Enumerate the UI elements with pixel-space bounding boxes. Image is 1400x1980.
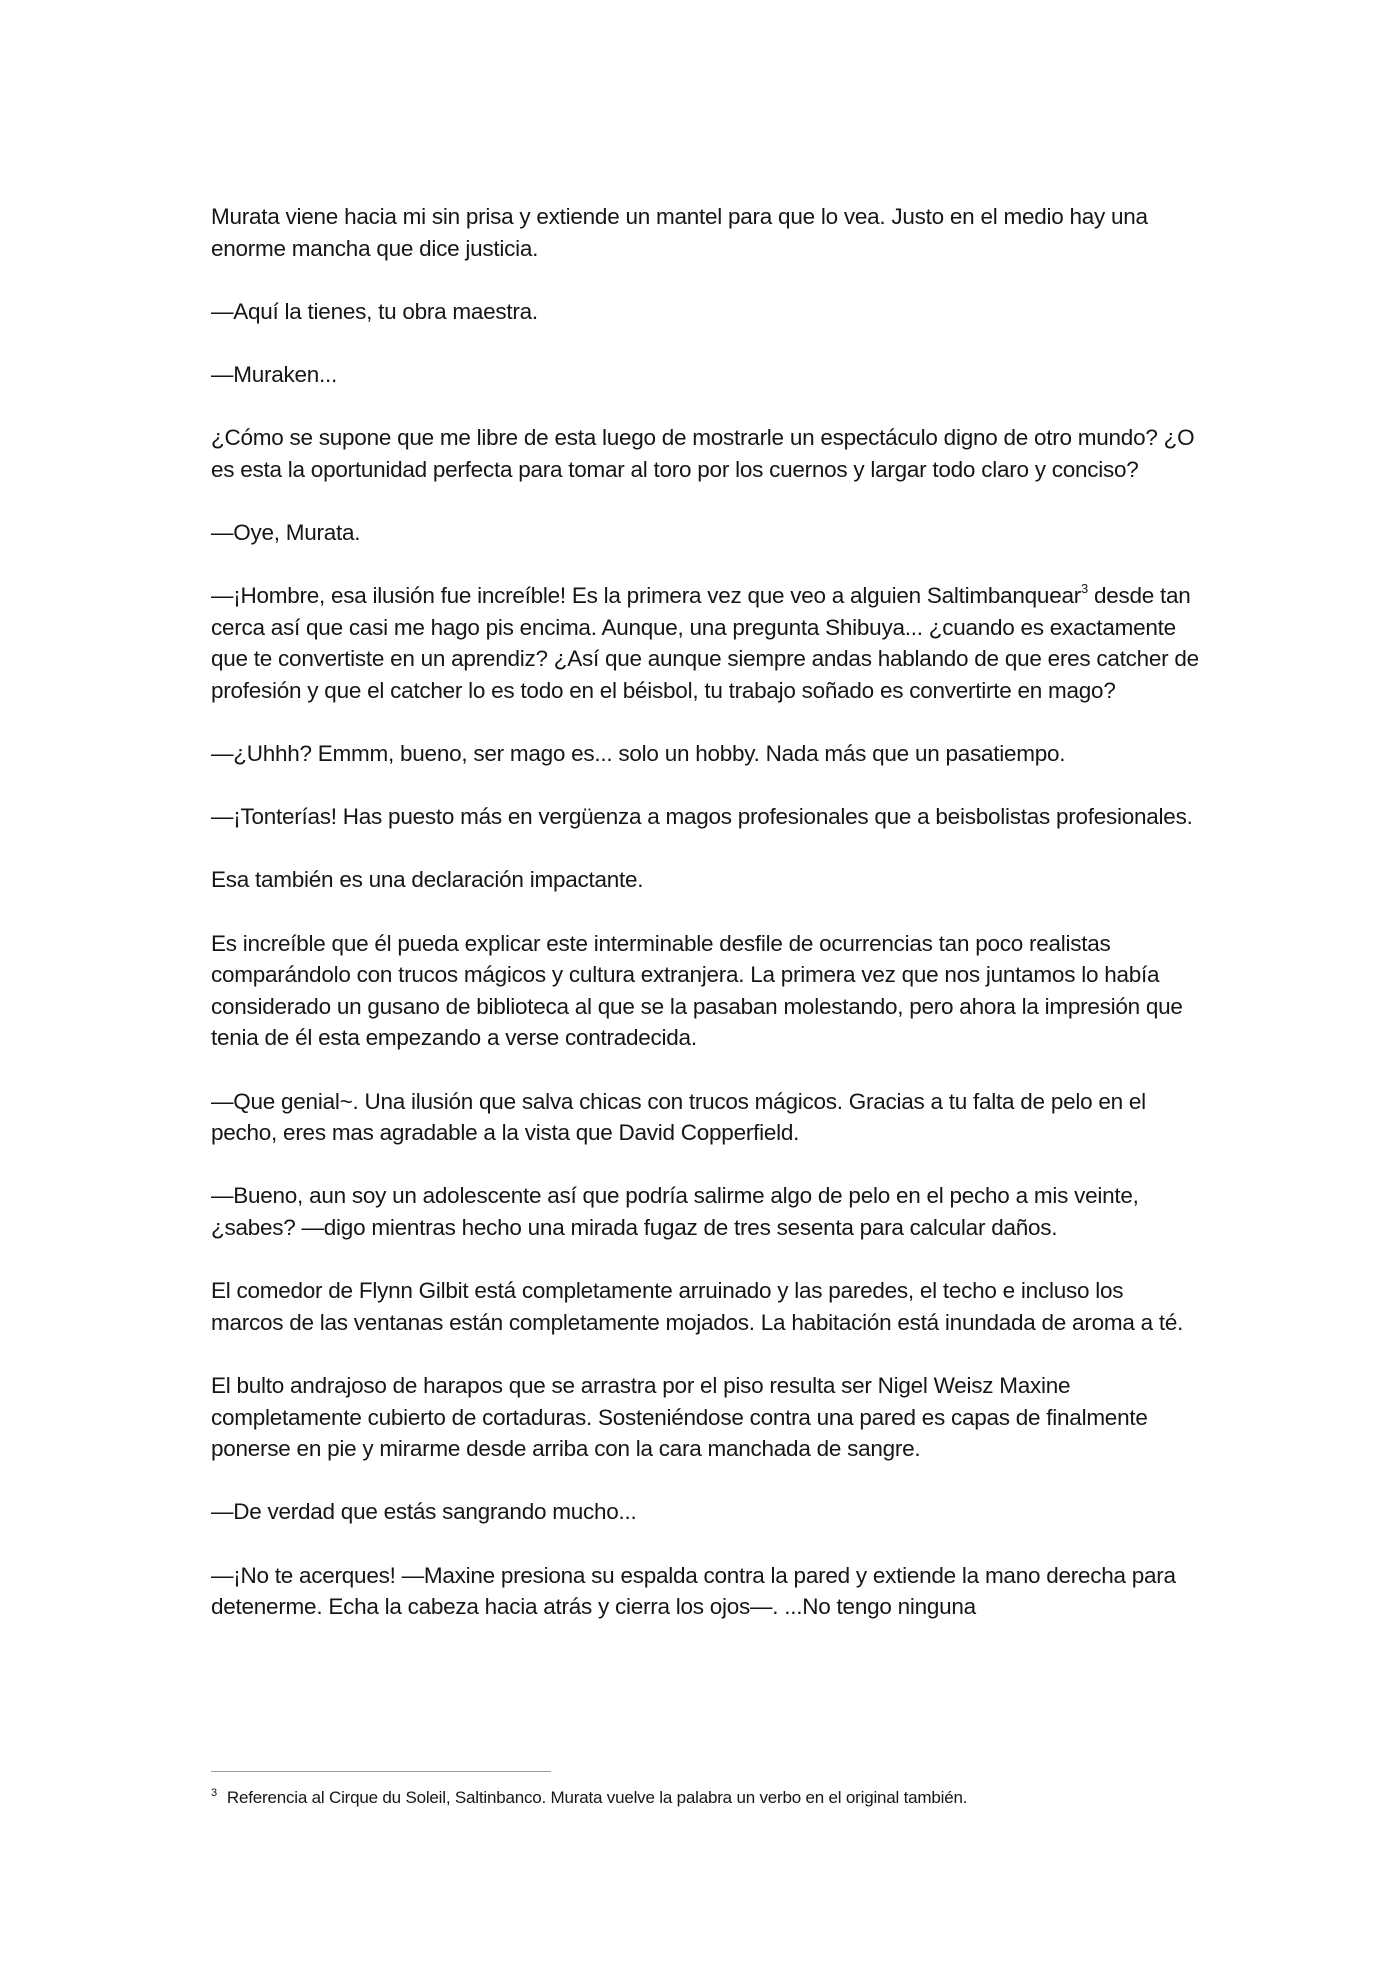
paragraph: Murata viene hacia mi sin prisa y extiende un mantel para que lo vea. Justo en el medio hay una enorme mancha que dice justicia. [211,204,1148,261]
paragraph: —Oye, Murata. [211,519,361,545]
footnote-text: Referencia al Cirque du Soleil, Saltinbanco. Murata vuelve la palabra un verbo en el original también. [226,1788,968,1807]
paragraph: Esa también es una declaración impactante. [211,867,644,893]
paragraph: —De verdad que estás sangrando mucho... [211,1499,637,1525]
paragraph: —Aquí la tienes, tu obra maestra. [211,298,538,324]
footnote [211,1786,1201,1810]
paragraph-with-footnote-ref [211,580,1201,706]
paragraph: —Muraken... [211,361,338,387]
paragraph-text: —¡Hombre, esa ilusión fue increíble! Es la primera vez que veo a alguien Saltimbanquear [211,583,1081,609]
paragraph: —¡No te acerques! —Maxine presiona su espalda contra la pared y extiende la mano derecha para detenerme. Echa la cabeza hacia atrás y cierra los ojos—. ...No tengo ninguna [211,1562,1176,1620]
paragraph: Es increíble que él pueda explicar este interminable desfile de ocurrencias tan poco realistas comparándolo con trucos mágicos y cultura extranjera. La primera vez que nos juntamos lo había considerado un gusano de biblioteca al que se la pasaban molestando, pero ahora la impresión que tenia de él esta empezando a verse contradecida. [211,930,1183,1051]
paragraph-text: desde tan cerca así que casi me hago pis encima. Aunque, una pregunta Shibuya... ¿cuando es exactamente que te convertiste en un aprendiz? ¿Así que aunque siempre andas hablando de que eres catcher de profesión y que el catcher lo es todo en el béisbol, tu trabajo soñado es convertirte en mago? [211,583,1199,703]
footnote-reference: 3 [1080,580,1088,596]
paragraph: —Bueno, aun soy un adolescente así que podría salirme algo de pelo en el pecho a mis veinte, ¿sabes? —digo mientras hecho una mirada fugaz de tres sesenta para calcular daños. [211,1183,1139,1240]
footnote-separator [211,1771,551,1772]
paragraph: ¿Cómo se supone que me libre de esta luego de mostrarle un espectáculo digno de otro mundo? ¿O es esta la oportunidad perfecta para tomar al toro por los cuernos y largar todo claro y conciso? [211,425,1195,482]
paragraph: El bulto andrajoso de harapos que se arrastra por el piso resulta ser Nigel Weisz Maxine completamente cubierto de cortaduras. Sosteniéndose contra una pared es capas de finalmente ponerse en pie y mirarme desde arriba con la cara manchada de sangre. [211,1372,1148,1462]
paragraph: El comedor de Flynn Gilbit está completamente arruinado y las paredes, el techo e incluso los marcos de las ventanas están completamente mojados. La habitación está inundada de aroma a té. [211,1278,1184,1335]
paragraph: —¡Tonterías! Has puesto más en vergüenza a magos profesionales que a beisbolistas profesionales. [211,804,1193,830]
body-text [211,201,1201,1654]
footnote-number: 3 [211,1787,217,1800]
paragraph: —¿Uhhh? Emmm, bueno, ser mago es... solo un hobby. Nada más que un pasatiempo. [211,741,1066,767]
paragraph: —Que genial~. Una ilusión que salva chicas con trucos mágicos. Gracias a tu falta de pelo en el pecho, eres mas agradable a la vista que David Copperfield. [211,1088,1146,1146]
